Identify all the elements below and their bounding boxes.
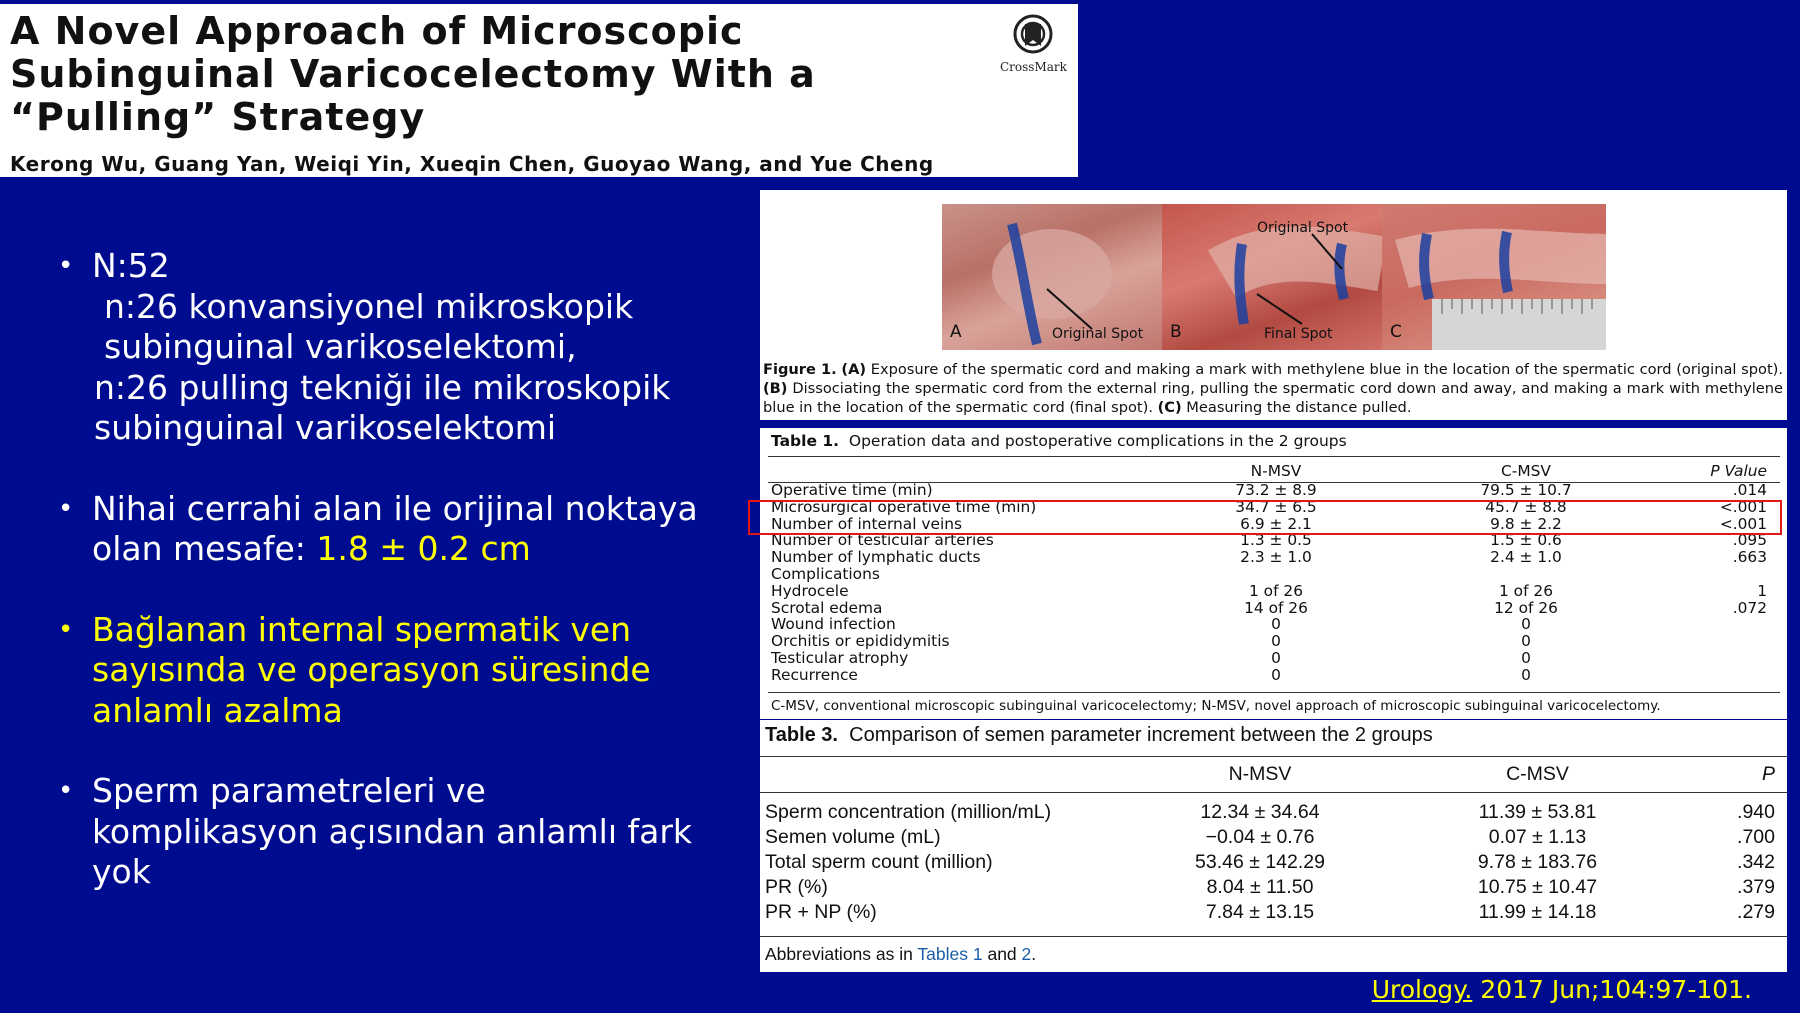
value-cell: 0 [1521, 615, 1531, 634]
value-cell: 12 of 26 [1494, 598, 1558, 617]
bullet-highlight-value: 1.8 ± 0.2 cm [316, 529, 531, 568]
table-1-footnote: C-MSV, conventional microscopic subinguinal varicocelectomy; N-MSV, novel approach of microscopic subinguinal varicocelectomy. [771, 698, 1661, 714]
value-cell: .663 [1732, 548, 1767, 567]
bullet-text: Sperm parametreleri ve komplikasyon açısından anlamlı fark yok [92, 771, 693, 891]
value-cell: 79.5 ± 10.7 [1480, 481, 1572, 499]
value-cell: 0 [1521, 648, 1531, 667]
value-cell [1361, 566, 1691, 583]
row-label-cell: PR + NP (%) [765, 901, 877, 923]
table-rule [768, 456, 1780, 457]
bullet-text: N:52 [92, 246, 170, 285]
value-cell: 1 of 26 [1249, 581, 1303, 600]
ruler-measurement-drawing [1382, 204, 1606, 350]
row-label-cell: Hydrocele [771, 581, 849, 600]
table-3-caption: Comparison of semen parameter increment between the 2 groups [849, 724, 1433, 746]
table-rule [760, 936, 1787, 937]
row-label-cell: Number of internal veins [771, 514, 963, 533]
paper-authors: Kerong Wu, Guang Yan, Weiqi Yin, Xueqin Chen, Guoyao Wang, and Yue Cheng [10, 152, 934, 176]
table-rule [768, 692, 1780, 693]
caption-lead: Figure 1. [763, 361, 837, 378]
value-cell: 9.78 ± 183.76 [1477, 851, 1598, 873]
table-3-title [765, 724, 1433, 747]
value-cell: .072 [1732, 598, 1767, 617]
photo-letter-b: B [1170, 322, 1182, 342]
figure-1-panel [760, 190, 1787, 420]
caption-part-c: (C) [1157, 399, 1182, 416]
surgical-photo-c [1382, 204, 1606, 350]
row-label-cell: Total sperm count (million) [765, 851, 993, 873]
table-row [771, 482, 1771, 499]
value-cell: 1.3 ± 0.5 [1240, 531, 1312, 550]
value-cell: <.001 [1719, 514, 1767, 533]
table-row [765, 825, 1780, 850]
bullet-text: Nihai cerrahi alan ile orijinal noktaya olan mesafe: [92, 488, 698, 568]
photo-label-original-spot: Original Spot [1052, 326, 1144, 342]
caption-text-a: Exposure of the spermatic cord and making a mark with methylene blue in the location of the spermatic cord (original spot). [866, 361, 1783, 378]
value-cell: 8.04 ± 11.50 [1206, 876, 1314, 898]
value-cell: .940 [1737, 801, 1775, 823]
journal-link[interactable]: Urology. [1371, 975, 1473, 1004]
value-cell: 1 of 26 [1499, 581, 1553, 600]
value-cell [1691, 633, 1771, 650]
paper-header [0, 4, 1078, 177]
row-label-cell: Operative time (min) [771, 481, 933, 499]
row-label-cell: Semen volume (mL) [765, 826, 941, 848]
footnote-text: . [1031, 944, 1037, 964]
photo-letter-c: C [1390, 322, 1402, 342]
value-cell: 0 [1271, 632, 1281, 651]
table-row [771, 600, 1771, 617]
header-cell [1691, 460, 1771, 482]
table-row [765, 800, 1780, 825]
bullet-subline: n:26 konvansiyonel mikroskopik subinguinal varikoselektomi, [104, 286, 634, 366]
surgical-photo-b [1162, 204, 1382, 350]
header-cell [771, 460, 1191, 482]
photo-label-final-spot: Final Spot [1264, 326, 1333, 342]
paper-title: A Novel Approach of Microscopic Subinguinal Varicocelectomy With a “Pulling” Strategy [10, 9, 816, 139]
table-3 [765, 762, 1780, 925]
value-cell: 11.99 ± 14.18 [1478, 901, 1597, 923]
value-cell [1691, 566, 1771, 583]
crossmark-icon [1013, 14, 1053, 54]
table-3-panel [760, 720, 1787, 972]
table-row [771, 583, 1771, 600]
summary-bullets [58, 246, 718, 933]
value-cell [1691, 616, 1771, 633]
header-cell [765, 762, 1125, 800]
crossmark-badge[interactable] [1000, 14, 1066, 74]
value-cell: 11.39 ± 53.81 [1478, 801, 1597, 823]
table-1-title [771, 432, 1347, 450]
footnote-text: and [982, 944, 1022, 964]
header-cell: C-MSV [1506, 763, 1569, 785]
table-3-label: Table 3. [765, 724, 838, 746]
value-cell: 6.9 ± 2.1 [1240, 514, 1312, 533]
table-1 [771, 460, 1771, 684]
value-cell: .379 [1737, 876, 1775, 898]
value-cell: .700 [1737, 826, 1775, 848]
caption-text-c: Measuring the distance pulled. [1181, 399, 1412, 416]
value-cell: 0.07 ± 1.13 [1488, 826, 1587, 848]
row-label-cell: Recurrence [771, 665, 858, 684]
table-3-footnote [765, 944, 1036, 965]
value-cell: 0 [1271, 648, 1281, 667]
caption-text-b: Dissociating the spermatic cord from the external ring, pulling the spermatic cord down and away, and making a mark with methylene blue in the location of the spermatic cord (final spot). [763, 380, 1783, 416]
value-cell: 14 of 26 [1244, 598, 1308, 617]
table-row [765, 900, 1780, 925]
row-label-cell: Scrotal edema [771, 598, 883, 617]
value-cell: 10.75 ± 10.47 [1477, 876, 1598, 898]
header-cell: P [1761, 763, 1775, 785]
header-cell: N-MSV [1250, 461, 1302, 480]
value-cell: 0 [1271, 615, 1281, 634]
value-cell: 1.5 ± 0.6 [1490, 531, 1562, 550]
value-cell: 9.8 ± 2.2 [1490, 514, 1562, 533]
value-cell: 1 [1757, 581, 1767, 600]
table-1-label: Table 1. [771, 432, 840, 450]
table-row [771, 566, 1771, 583]
row-label-cell: Wound infection [771, 615, 896, 634]
bullet-significant-reduction [58, 610, 718, 732]
row-label-cell: Number of testicular arteries [771, 531, 994, 550]
value-cell: 0 [1521, 665, 1531, 684]
surgical-photo-a [942, 204, 1162, 350]
value-cell: 7.84 ± 13.15 [1205, 901, 1315, 923]
row-label-cell: Number of lymphatic ducts [771, 548, 981, 567]
header-cell: N-MSV [1228, 763, 1292, 785]
value-cell: 45.7 ± 8.8 [1485, 497, 1567, 516]
footnote-text: Abbreviations as in [765, 944, 918, 964]
value-cell: .342 [1737, 851, 1775, 873]
value-cell: −0.04 ± 0.76 [1205, 826, 1315, 848]
value-cell [1691, 650, 1771, 667]
value-cell [1691, 667, 1771, 684]
table-row [771, 650, 1771, 667]
row-label-cell: Testicular atrophy [771, 648, 909, 667]
citation-details: 2017 Jun;104:97-101. [1472, 975, 1752, 1004]
caption-part-b: (B) [763, 380, 788, 397]
table-1-panel [760, 428, 1787, 719]
table-row [771, 633, 1771, 650]
table-header-row [771, 460, 1771, 482]
value-cell: 0 [1521, 632, 1531, 651]
bullet-subline: n:26 pulling tekniği ile mikroskopik subinguinal varikoselektomi [94, 367, 671, 447]
value-cell: 12.34 ± 34.64 [1200, 801, 1320, 823]
table-rule [760, 756, 1787, 757]
table-row [765, 850, 1780, 875]
table-row [771, 549, 1771, 566]
value-cell: 53.46 ± 142.29 [1195, 851, 1325, 873]
table-header-row [765, 762, 1780, 800]
row-label-cell: Complications [771, 564, 880, 583]
table-2-link[interactable]: 2 [1021, 944, 1032, 964]
value-cell: 2.3 ± 1.0 [1240, 548, 1312, 567]
row-label-cell: Microsurgical operative time (min) [771, 497, 1037, 516]
row-label-cell: Orchitis or epididymitis [771, 632, 950, 651]
value-cell: <.001 [1719, 497, 1767, 516]
table-row [771, 667, 1771, 684]
value-cell [1191, 566, 1361, 583]
value-cell: .095 [1732, 531, 1767, 550]
value-cell: 0 [1271, 665, 1281, 684]
figure-1-caption [763, 360, 1783, 417]
photo-label-original-spot: Original Spot [1257, 220, 1349, 236]
table-1-link[interactable]: Tables 1 [917, 944, 983, 964]
header-cell: C-MSV [1501, 461, 1551, 480]
value-cell: 2.4 ± 1.0 [1490, 548, 1562, 567]
value-cell: .014 [1732, 481, 1767, 499]
bullet-text: Bağlanan internal spermatik ven sayısında ve operasyon süresinde anlamlı azalma [92, 609, 651, 730]
value-cell: 34.7 ± 6.5 [1235, 497, 1317, 516]
crossmark-label: CrossMark [1000, 60, 1067, 74]
table-row [765, 875, 1780, 900]
table-1-caption: Operation data and postoperative complications in the 2 groups [848, 432, 1347, 450]
value-cell: 73.2 ± 8.9 [1235, 481, 1317, 499]
highlight-box [748, 497, 1782, 535]
citation [1372, 975, 1752, 1004]
bullet-no-difference [58, 771, 718, 893]
table-row [771, 616, 1771, 633]
table-3-body [765, 800, 1780, 925]
value-cell: .279 [1737, 901, 1775, 923]
row-label-cell: Sperm concentration (million/mL) [765, 801, 1052, 823]
p-value-header: P Value [1710, 461, 1767, 480]
caption-part-a: (A) [841, 361, 867, 378]
bullet-distance [58, 489, 718, 570]
photo-letter-a: A [950, 322, 962, 342]
row-label-cell: PR (%) [765, 876, 828, 898]
bullet-sample-size [58, 246, 718, 449]
